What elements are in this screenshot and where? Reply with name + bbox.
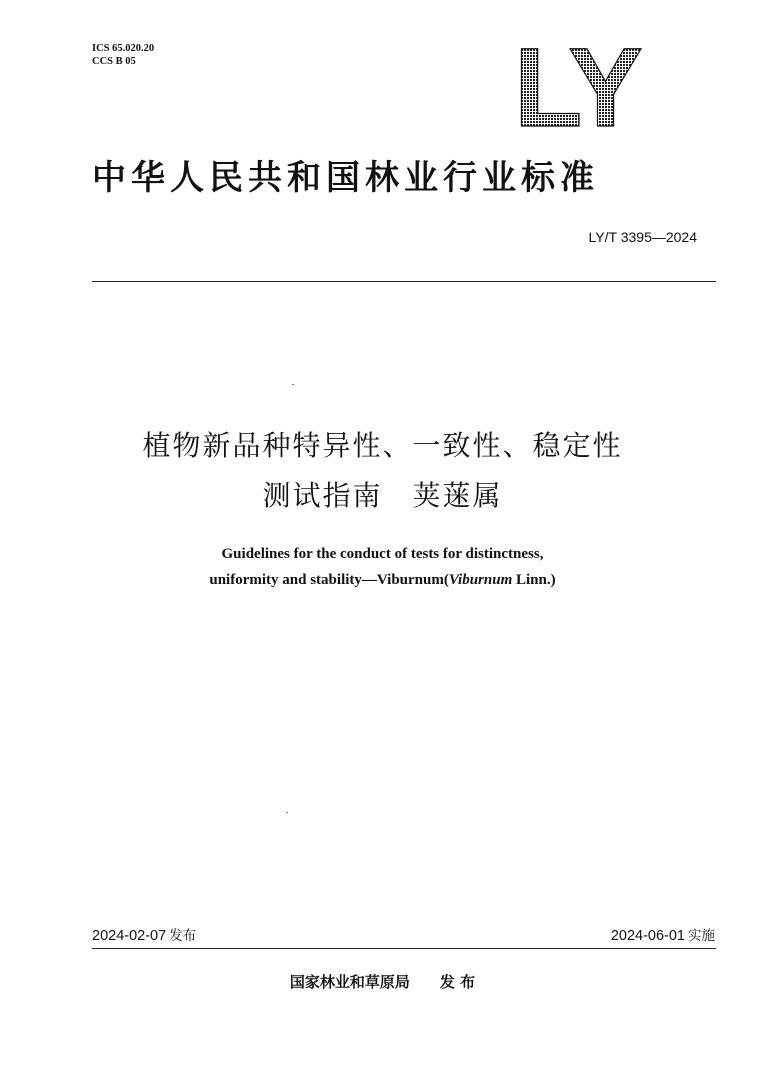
document-title-cn-line2: 测试指南 荚蒾属 [262,479,503,512]
en-title-part: Linn.) [512,572,556,588]
scan-speck [292,384,294,385]
effective-date: 2024-06-01 [610,928,685,944]
effective-date-line [611,924,715,944]
release-date-line [92,924,196,944]
ccs-code: CCS B 05 [92,56,136,67]
document-title-en-line1: Guidelines for the conduct of tests for distinctness, [221,546,544,562]
issuing-authority: 国家林业和草原局 [289,973,410,991]
ly-logo [512,40,652,132]
en-title-latin-name: Viburnum [448,572,513,588]
standard-number: LY/T 3395—2024 [588,229,697,245]
scan-speck [286,812,288,813]
document-title-cn-line1: 植物新品种特异性、一致性、稳定性 [142,429,623,462]
standard-category-title: 中华人民共和国林业行业标准 [92,158,599,198]
footer-divider [92,948,716,949]
classification-codes [92,42,154,68]
ics-code: ICS 65.020.20 [92,43,155,54]
ly-logo-text: LY [514,40,639,132]
release-date: 2024-02-07 [92,928,167,944]
en-title-part: uniformity and stability—Viburnum( [209,572,449,588]
issue-label: 发 布 [439,973,476,991]
release-label: 发布 [169,928,197,944]
document-title-en-line2 [60,572,705,589]
header-divider [92,281,716,282]
effective-label: 实施 [688,928,715,944]
issuing-authority-line [60,971,705,992]
